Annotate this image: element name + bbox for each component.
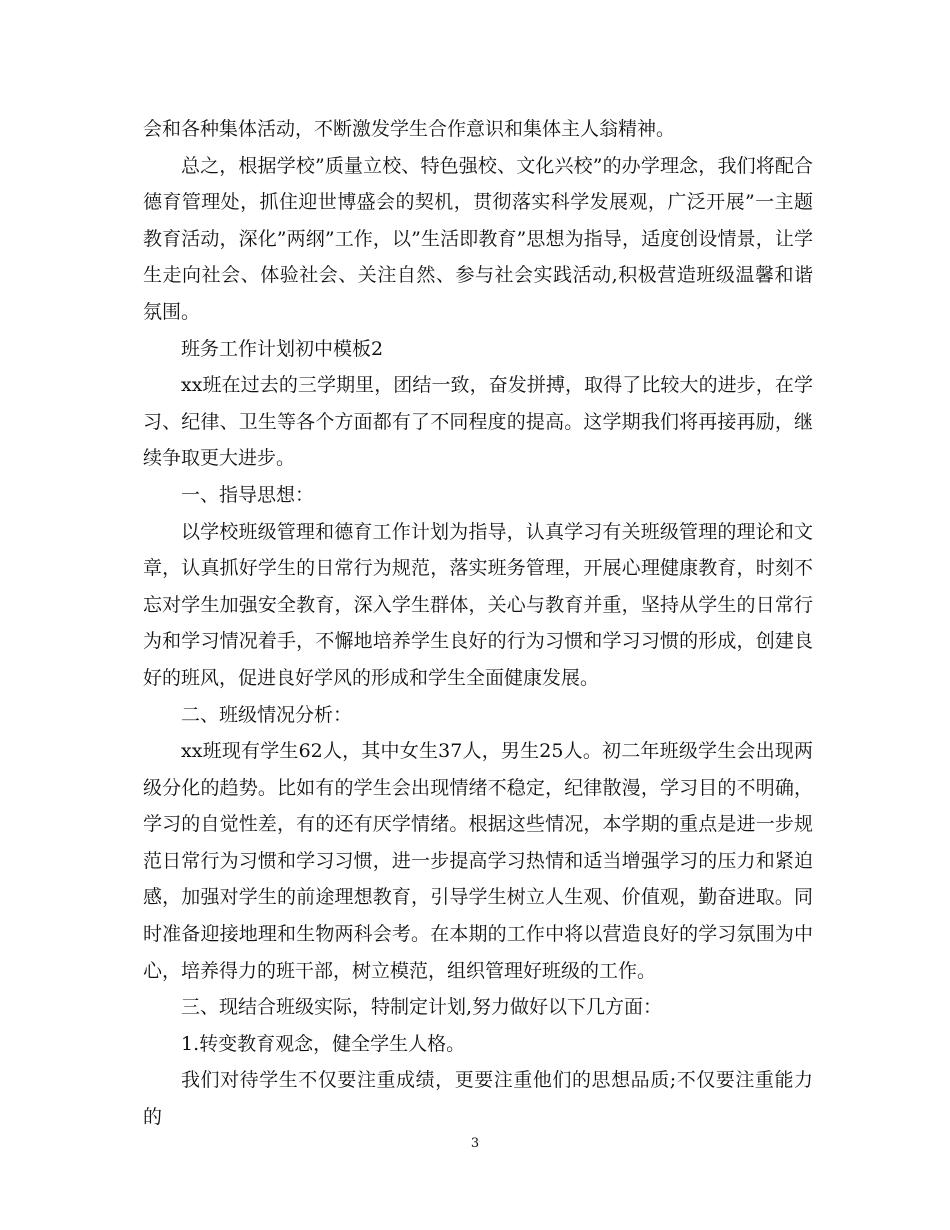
heading-guiding-ideology: 一、指导思想： [181, 483, 315, 506]
paragraph-class-analysis: xx班现有学生62人，其中女生37人，男生25人。初二年班级学生会出现两级分化的趋势。比如有的学生会出现情绪不稳定，纪律散漫，学习目的不明确，学习的自觉性差，有的还有厌学情绪。根据这些情况，本学期的重点是进一步规范日常行为习惯和学习习惯，进一步提高学习热情和适当增强学习的压力和紧迫感，加强对学生的前途理想教育，引导学生树立人生观、价值观，勤奋进取。同时准备迎接地理和生物两科会考。在本期的工作中将以营造良好的学习氛围为中心，培养得力的班干部，树立模范，组织管理好班级的工作。 [143, 740, 813, 982]
document-body [143, 111, 813, 1136]
section-title: 班务工作计划初中模板2 [181, 337, 384, 360]
page-number: 3 [470, 1136, 480, 1151]
paragraph-guiding-ideology: 以学校班级管理和德育工作计划为指导，认真学习有关班级管理的理论和文章，认真抓好学生的日常行为规范，落实班务管理，开展心理健康教育，时刻不忘对学生加强安全教育，深入学生群体，关心与教育并重，坚持从学生的日常行为和学习情况着手，不懈地培养学生良好的行为习惯和学习习惯的形成，创建良好的班风，促进良好学风的形成和学生全面健康发展。 [143, 520, 813, 689]
heading-class-analysis: 二、班级情况分析： [181, 703, 353, 726]
paragraph-summary: 总之，根据学校”质量立校、特色强校、文化兴校”的办学理念，我们将配合德育管理处，抓住迎世博盛会的契机，贯彻落实科学发展观，广泛开展”一主题教育活动，深化”两纲”工作，以”生活即教育”思想为指导，适度创设情景，让学生走向社会、体验社会、关注自然、参与社会实践活动,积极营造班级温馨和谐氛围。 [143, 154, 813, 323]
paragraph-intro: xx班在过去的三学期里，团结一致，奋发拼搏，取得了比较大的进步，在学习、纪律、卫生等各个方面都有了不同程度的提高。这学期我们将再接再励，继续争取更大进步。 [143, 374, 813, 470]
heading-item-1: 1.转变教育观念，健全学生人格。 [181, 1032, 466, 1055]
paragraph-continuation: 会和各种集体活动，不断激发学生合作意识和集体主人翁精神。 [143, 118, 676, 140]
paragraph-item-1: 我们对待学生不仅要注重成绩，更要注重他们的思想品质;不仅要注重能力的 [143, 1069, 813, 1129]
heading-plan: 三、现结合班级实际，特制定计划,努力做好以下几方面： [181, 996, 663, 1019]
